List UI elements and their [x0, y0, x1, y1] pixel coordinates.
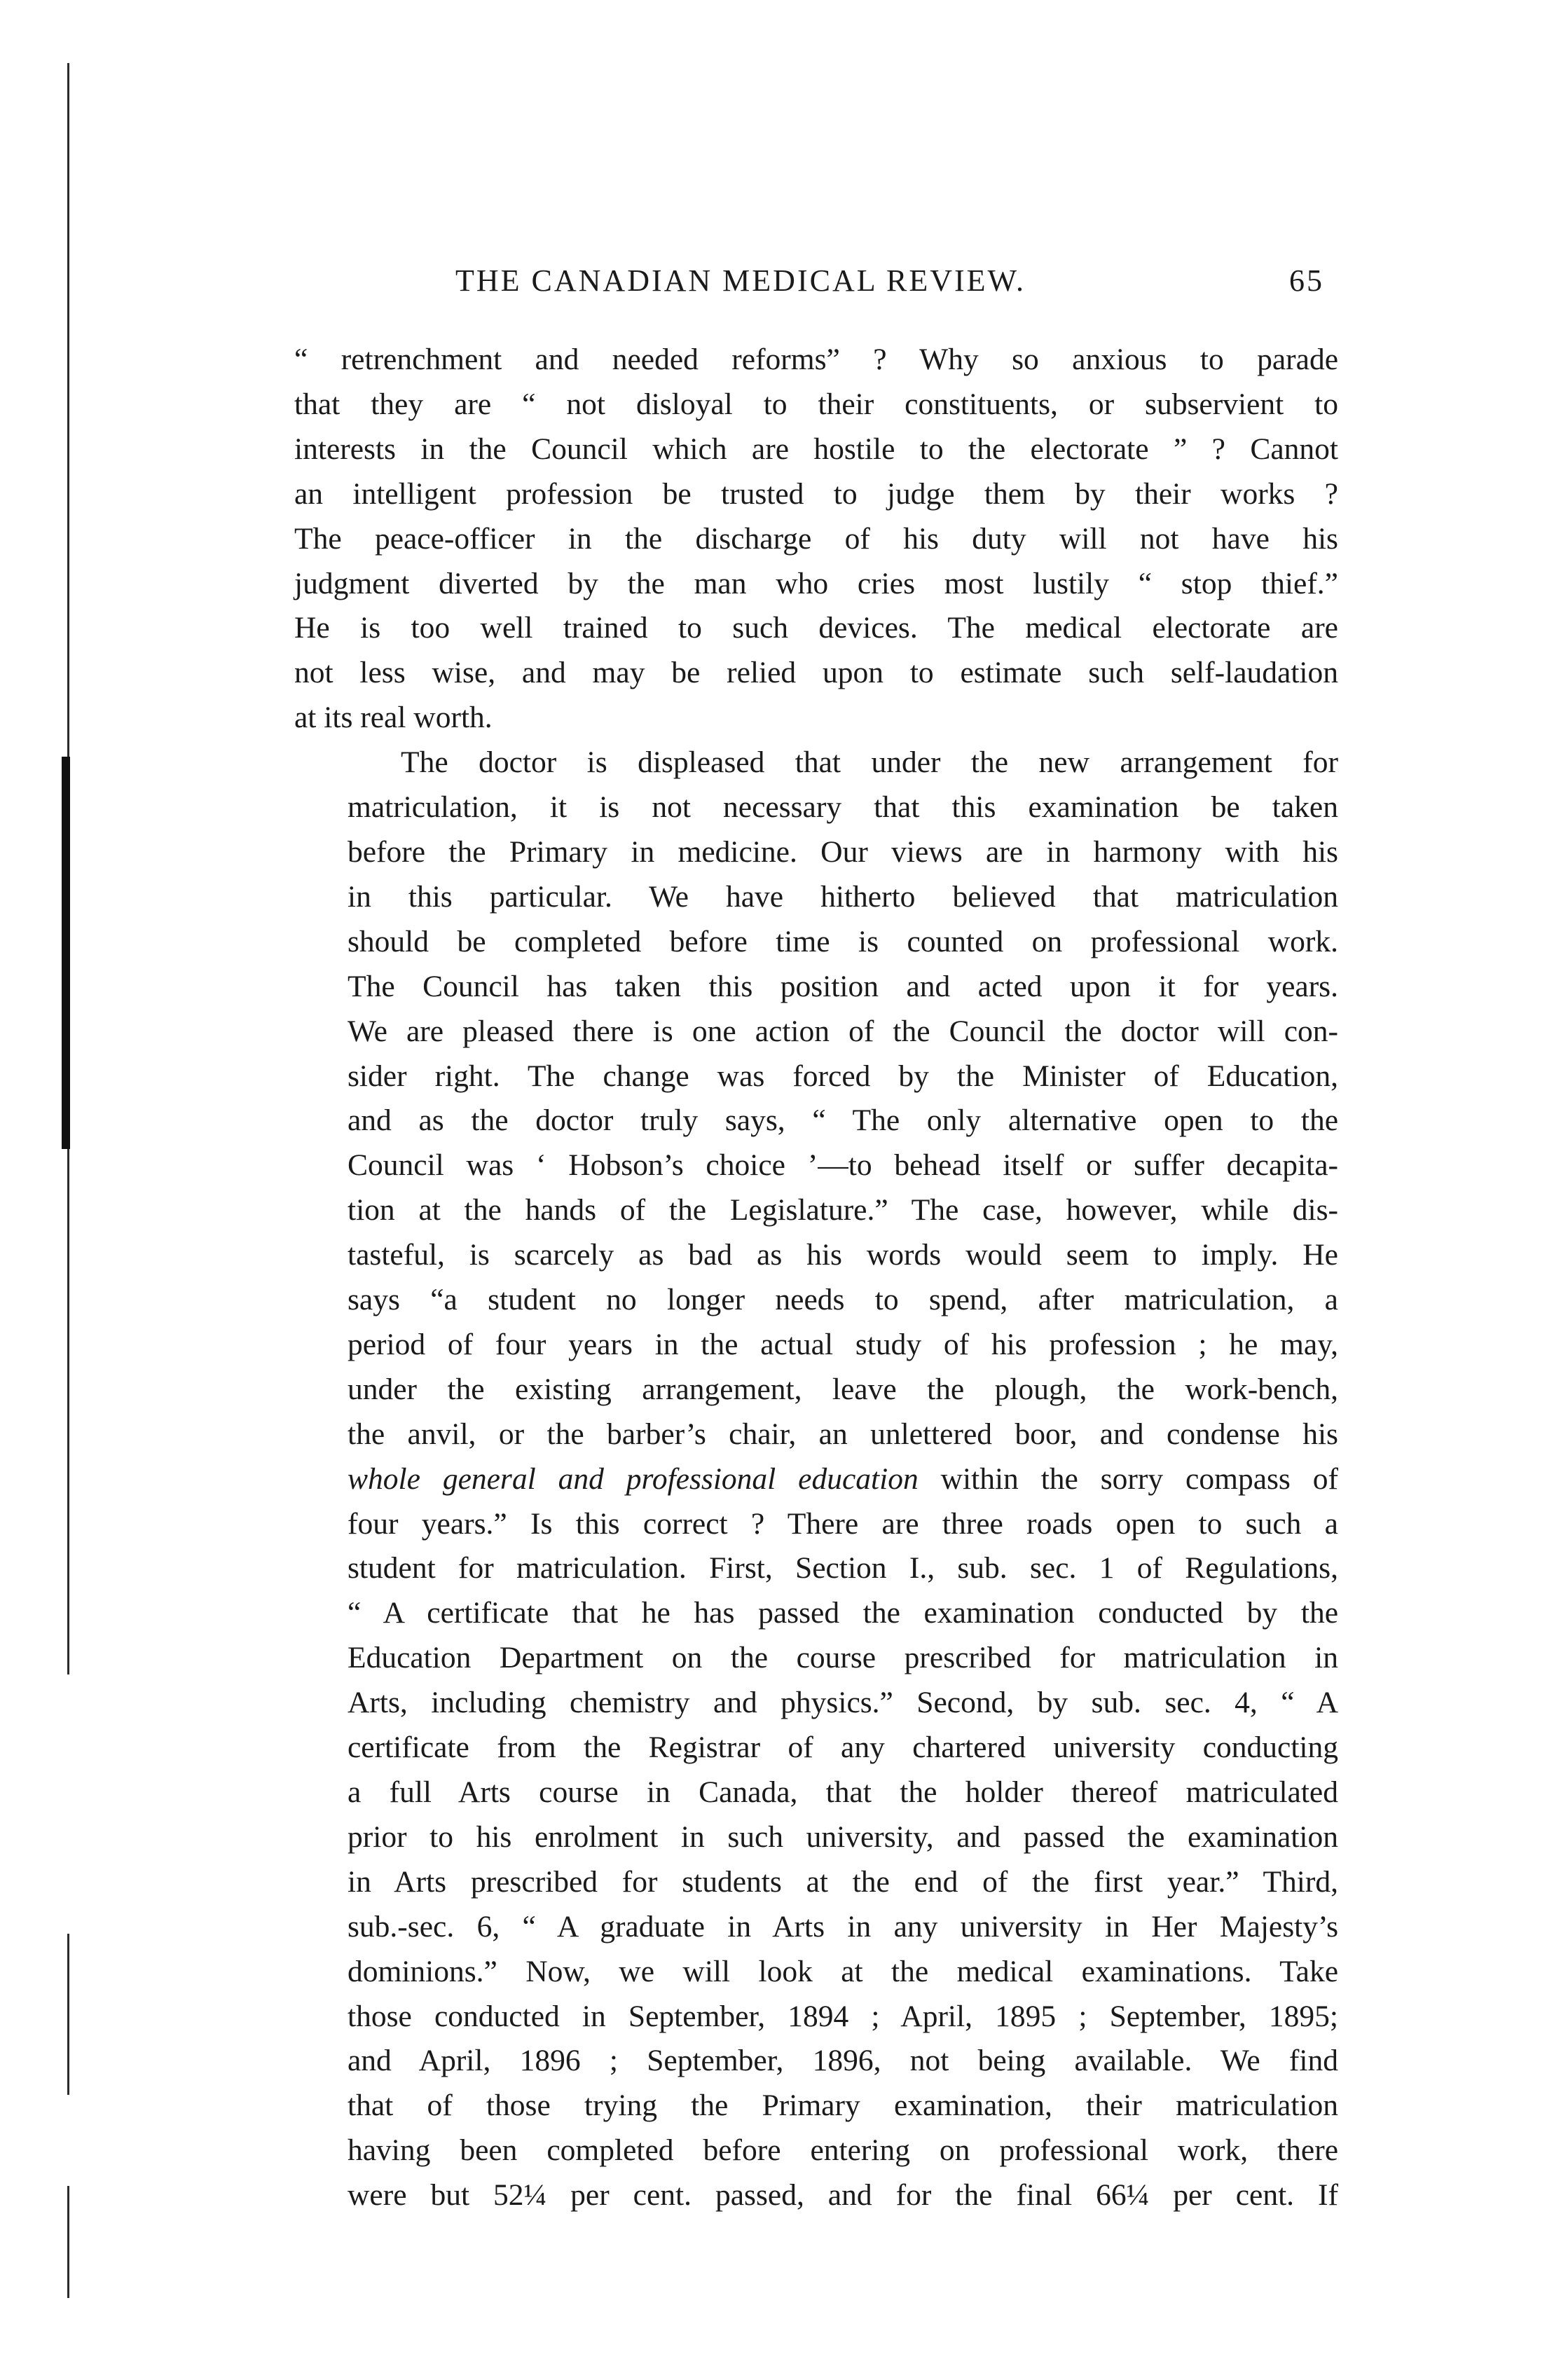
text-line: having been completed before entering on professional work, there: [348, 2133, 1338, 2168]
text-line: The doctor is displeased that under the new arrangement for: [401, 745, 1338, 780]
text-line: judgment diverted by the man who cries most lustily “ stop thief.”: [294, 566, 1338, 600]
text-line: that they are “ not disloyal to their constituents, or subservient to: [294, 387, 1338, 421]
italic-line-rest: within the sorry compass of: [918, 1461, 1339, 1496]
text-line: in Arts prescribed for students at the end of the first year.” Third,: [348, 1864, 1338, 1899]
text-line: Education Department on the course prescribed for matriculation in: [348, 1641, 1338, 1675]
italic-phrase: whole general and professional education: [348, 1461, 919, 1496]
text-line: Arts, including chemistry and physics.” Second, by sub. sec. 4, “ A: [348, 1686, 1338, 1720]
text-line: and April, 1896 ; September, 1896, not being available. We find: [348, 2044, 1338, 2078]
text-line: dominions.” Now, we will look at the medical examinations. Take: [348, 1954, 1338, 1988]
text-line: under the existing arrangement, leave the plough, the work-bench,: [348, 1372, 1338, 1406]
text-line: sub.-sec. 6, “ A graduate in Arts in any university in Her Majesty’s: [348, 1909, 1338, 1944]
text-line: four years.” Is this correct ? There are three roads open to such a: [348, 1506, 1338, 1541]
text-line-italic: [294, 1457, 1338, 1502]
running-title: THE CANADIAN MEDICAL REVIEW.: [455, 263, 1026, 298]
text-line: prior to his enrolment in such university, and passed the examination: [348, 1820, 1338, 1854]
paragraph-1: [294, 338, 1338, 741]
scan-edge-shadow: [62, 757, 70, 1149]
text-line: should be completed before time is counted on professional work.: [348, 924, 1338, 958]
text-line: student for matriculation. First, Section I., sub. sec. 1 of Regulations,: [348, 1551, 1338, 1585]
text-line: “ A certificate that he has passed the examination conducted by the: [348, 1596, 1338, 1630]
paragraph-2: [294, 741, 1338, 2218]
text-line: the anvil, or the barber’s chair, an unlettered boor, and condense his: [348, 1417, 1338, 1451]
text-line: The Council has taken this position and acted upon it for years.: [348, 969, 1338, 1003]
text-line: interests in the Council which are hostile to the electorate ” ? Cannot: [294, 432, 1338, 466]
text-line: He is too well trained to such devices. The medical electorate are: [294, 611, 1338, 645]
text-line: an intelligent profession be trusted to judge them by their works ?: [294, 476, 1338, 511]
scan-edge-line-lower: [67, 1934, 69, 2095]
page-number: 65: [1289, 263, 1324, 298]
scan-edge-line-bottom: [67, 2186, 69, 2298]
text-line: The peace-officer in the discharge of his duty will not have his: [294, 521, 1338, 556]
text-line: matriculation, it is not necessary that this examination be taken: [348, 790, 1338, 825]
text-line: says “a student no longer needs to spend, after matriculation, a: [348, 1283, 1338, 1317]
text-line: in this particular. We have hitherto believed that matriculation: [348, 879, 1338, 914]
text-line: tasteful, is scarcely as bad as his words would seem to imply. He: [348, 1238, 1338, 1272]
text-line: that of those trying the Primary examination, their matriculation: [348, 2089, 1338, 2123]
text-line: certificate from the Registrar of any chartered university conducting: [348, 1731, 1338, 1765]
text-line: We are pleased there is one action of the Council the doctor will con-: [348, 1014, 1338, 1048]
text-line: tion at the hands of the Legislature.” The case, however, while dis-: [348, 1193, 1338, 1227]
article-body: [294, 338, 1338, 2218]
text-line: a full Arts course in Canada, that the holder thereof matriculated: [348, 1775, 1338, 1809]
page-header: [455, 263, 1324, 305]
text-line: and as the doctor truly says, “ The only alternative open to the: [348, 1103, 1338, 1138]
text-line: at its real worth.: [294, 701, 493, 735]
text-line: were but 52¼ per cent. passed, and for the final 66¼ per cent. If: [348, 2178, 1338, 2213]
text-line: Council was ‘ Hobson’s choice ’—to behead itself or suffer decapita-: [348, 1148, 1338, 1183]
text-line: not less wise, and may be relied upon to estimate such self-laudation: [294, 656, 1338, 690]
text-line: sider right. The change was forced by the Minister of Education,: [348, 1059, 1338, 1093]
text-line: those conducted in September, 1894 ; April, 1895 ; September, 1895;: [348, 1999, 1338, 2033]
text-line: period of four years in the actual study of his profession ; he may,: [348, 1327, 1338, 1361]
text-line: before the Primary in medicine. Our views are in harmony with his: [348, 834, 1338, 869]
text-line: “ retrenchment and needed reforms” ? Why so anxious to parade: [294, 343, 1338, 376]
